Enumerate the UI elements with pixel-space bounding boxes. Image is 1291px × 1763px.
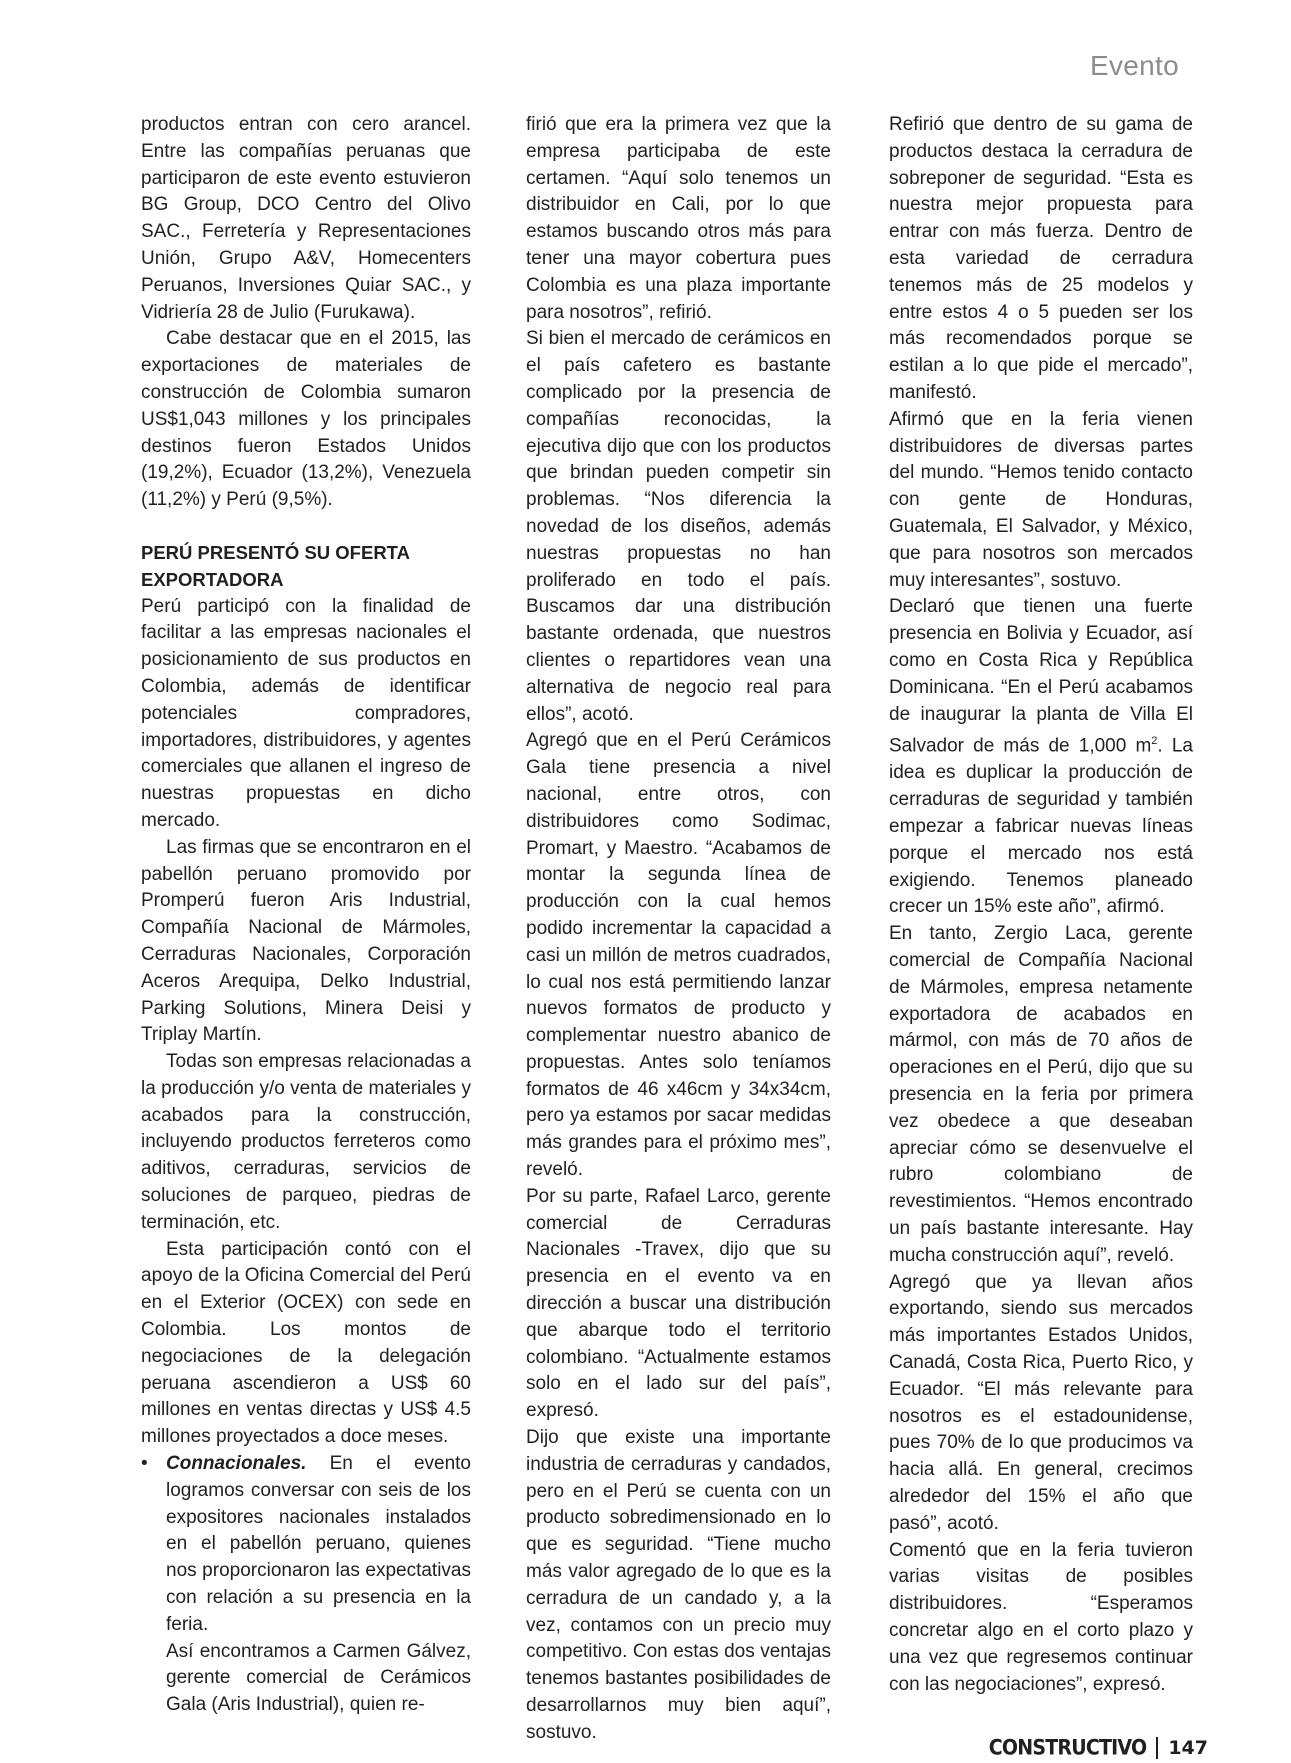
paragraph: Afirmó que en la feria vienen distribuidores de diversas partes del mundo. “Hemos tenido contacto con gente de Honduras, Guatemala, El Salvador, y México, que para nosotros son mercados muy interesantes”, sostuvo.	[889, 408, 1193, 591]
paragraph: Agregó que en el Perú Cerámicos Gala tiene presencia a nivel nacional, entre otros, con distribuidores como Sodimac, Promart, y Maestro. “Acabamos de montar la segunda línea de producción con la cual hemos podido incrementar la capacidad a casi un millón de metros cuadrados, lo cual nos está permitiendo lanzar nuevos formatos de producto y complementar nuestro abanico de propuestas. Antes solo teníamos formatos de 46 x46cm y 34x34cm, pero ya estamos por sacar medidas más grandes para el próximo mes”, reveló.	[526, 730, 831, 1181]
paragraph: Dijo que existe una importante industria de cerraduras y candados, pero en el Perú se cuenta con un producto sobredimensionado en lo que es seguridad. “Tiene mucho más valor agregado de lo que es la cerradura de un candado y, a la vez, contamos con un precio muy competitivo. Con estas dos ventajas tenemos bastantes posibilidades de desarrollarnos muy bien aquí”, sostuvo.	[526, 1427, 831, 1743]
page-footer	[989, 1737, 1208, 1759]
paragraph: Cabe destacar que en el 2015, las exportaciones de materiales de construcción de Colombia sumaron US$1,043 millones y los principales destinos fueron Estados Unidos (19,2%), Ecuador (13,2%), Venezuela (11,2%) y Perú (9,5%).	[141, 328, 471, 511]
paragraph: Agregó que ya llevan años exportando, siendo sus mercados más importantes Estados Unidos, Canadá, Costa Rica, Puerto Rico, y Ecuador. “El más relevante para nosotros es el estadounidense, pues 70% de lo que producimos va hacia allá. En general, crecimos alrededor del 15% el año que pasó”, acotó.	[889, 1271, 1193, 1534]
bullet-paragraph	[166, 1451, 471, 1639]
paragraph: Por su parte, Rafael Larco, gerente comercial de Cerraduras Nacionales -Travex, dijo que su presencia en el evento va en dirección a buscar una distribución que abarque todo el territorio colombiano. “Actualmente estamos solo en el lado sur del país”, expresó.	[526, 1185, 831, 1422]
bullet-text: En el evento logramos conversar con seis de los expositores nacionales instalados en el pabellón peruano, quienes nos proporcionaron las expectativas con relación a su presencia en la feria.	[166, 1453, 471, 1635]
paragraph: Comentó que en la feria tuvieron varias visitas de posibles distribuidores. “Esperamos concretar algo en el corto plazo y una vez que regresemos continuar con las negociaciones”, expresó.	[889, 1539, 1193, 1695]
paragraph: Así encontramos a Carmen Gálvez, gerente comercial de Cerámicos Gala (Aris Industrial), quien re-	[166, 1640, 471, 1716]
magazine-logo: CONSTRUCTIVO	[988, 1735, 1147, 1761]
divider	[1156, 1737, 1158, 1759]
paragraph: Si bien el mercado de cerámicos en el país cafetero es bastante complicado por la presencia de compañías reconocidas, la ejecutiva dijo que con los productos que brindan pueden competir sin problemas. “Nos diferencia la novedad de los diseños, además nuestras propuestas no han proliferado en todo el país. Buscamos dar una distribución bastante ordenada, que nuestros clientes o repartidores vean una alternativa de negocio real para ellos”, acotó.	[526, 328, 831, 725]
page-number: 147	[1168, 1737, 1208, 1759]
paragraph: productos entran con cero arancel. Entre las compañías peruanas que participaron de este evento estuvieron BG Group, DCO Centro del Olivo SAC., Ferretería y Representaciones Unión, Grupo A&V, Homecenters Peruanos, Inversiones Quiar SAC., y Vidriería 28 de Julio (Furukawa).	[141, 114, 471, 323]
bullet-icon: •	[141, 1453, 148, 1475]
bullet-title: Connacionales.	[166, 1453, 307, 1475]
text-run: Declaró que tienen una fuerte presencia en Bolivia y Ecuador, así como en Costa Rica y República Dominicana. “En el Perú acabamos de inaugurar la planta de Villa El Salvador de más de 1,000 m	[889, 596, 1193, 757]
paragraph	[889, 594, 1193, 921]
paragraph: Perú participó con la finalidad de facilitar a las empresas nacionales el posicionamiento de sus productos en Colombia, además de identificar potenciales compradores, importadores, distribuidores, y agentes comerciales que allanen el ingreso de nuestras propuestas en dicho mercado.	[141, 595, 471, 831]
paragraph: firió que era la primera vez que la empresa participaba de este certamen. “Aquí solo tenemos un distribuidor en Cali, por lo que estamos buscando otros más para tener una mayor cobertura pues Colombia es una plaza importante para nosotros”, refirió.	[526, 114, 831, 323]
column-1	[141, 112, 471, 1719]
section-heading: PERÚ PRESENTÓ SU OFERTA EXPORTADORA	[141, 541, 410, 590]
column-2	[526, 112, 831, 1747]
column-3	[889, 112, 1193, 1698]
bullet-item	[141, 1451, 471, 1719]
paragraph: Esta participación contó con el apoyo de la Oficina Comercial del Perú en el Exterior (OCEX) con sede en Colombia. Los montos de negociaciones de la delegación peruana ascendieron a US$ 60 millones en ventas directas y US$ 4.5 millones proyectados a doce meses.	[141, 1238, 471, 1448]
paragraph: En tanto, Zergio Laca, gerente comercial de Compañía Nacional de Mármoles, empresa netamente exportadora de acabados en mármol, con más de 70 años de operaciones en el Perú, dijo que su presencia en la feria por primera vez obedece a que deseaban apreciar cómo se desenvuelve el rubro colombiano de revestimientos. “Hemos encontrado un país bastante interesante. Hay mucha construcción aquí”, reveló.	[889, 923, 1193, 1266]
paragraph: Todas son empresas relacionadas a la producción y/o venta de materiales y acabados para la construcción, incluyendo productos ferreteros como aditivos, cerraduras, servicios de soluciones de parqueo, piedras de terminación, etc.	[141, 1051, 471, 1233]
paragraph: Refirió que dentro de su gama de productos destaca la cerradura de sobreponer de seguridad. “Esta es nuestra mejor propuesta para entrar con más fuerza. Dentro de esta variedad de cerradura tenemos más de 25 modelos y entre estos 4 o 5 pueden ser los más recomendados porque se estilan a lo que pide el mercado”, manifestó.	[889, 114, 1193, 403]
text-run: . La idea es duplicar la producción de cerraduras de seguridad y también empezar a fabricar nuevas líneas porque el mercado nos está exigiendo. Tenemos planeado crecer un 15% este año”, afirmó.	[889, 735, 1193, 918]
superscript: 2	[1151, 735, 1158, 748]
paragraph: Las firmas que se encontraron en el pabellón peruano promovido por Promperú fueron Aris Industrial, Compañía Nacional de Mármoles, Cerraduras Nacionales, Corporación Aceros Arequipa, Delko Industrial, Parking Solutions, Minera Deisi y Triplay Martín.	[141, 836, 471, 1046]
section-label: Evento	[1090, 50, 1179, 81]
